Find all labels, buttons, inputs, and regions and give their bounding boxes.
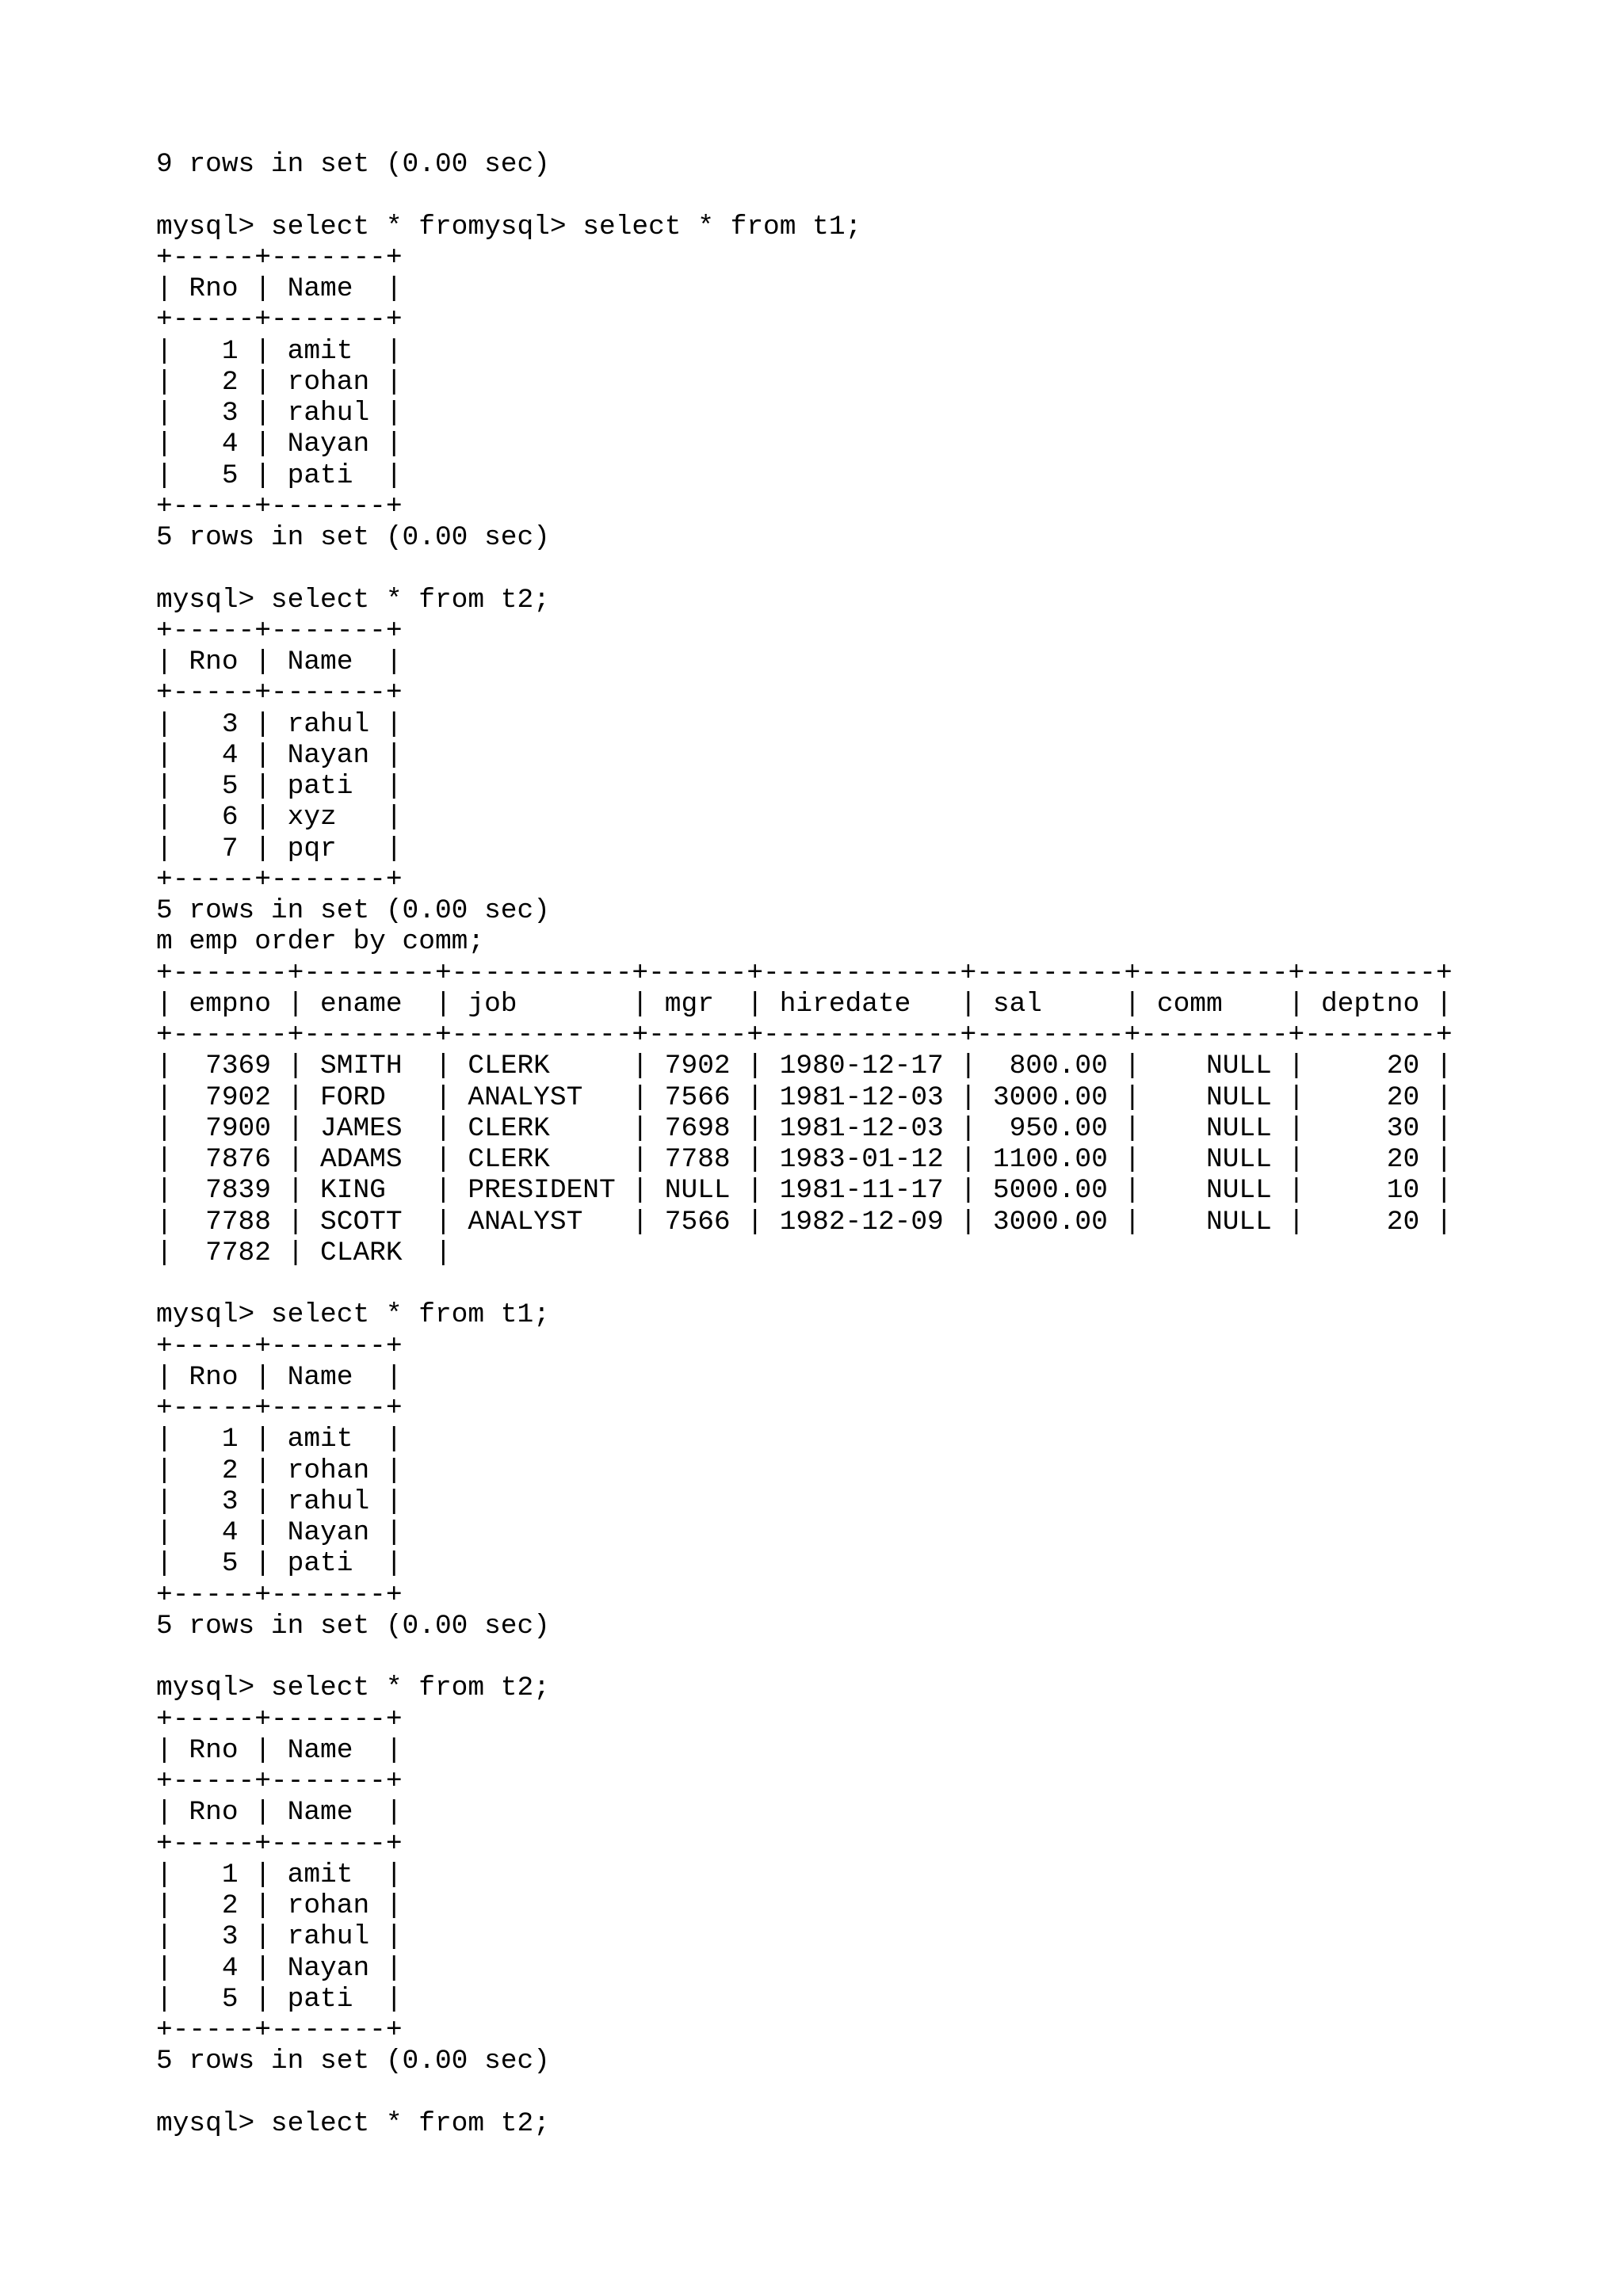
table-border-line: +-----+-------+ — [156, 677, 403, 709]
table-row-line: | 4 | Nayan | — [156, 739, 403, 771]
sql-prompt-line: mysql> select * from t2; — [156, 584, 550, 616]
table-row-line: | 3 | rahul | — [156, 1921, 403, 1953]
table-row-line: | 4 | Nayan | — [156, 1517, 403, 1548]
table-header-line: | Rno | Name | — [156, 646, 403, 677]
table-row-line: | 5 | pati | — [156, 771, 403, 802]
blank-line — [156, 1268, 1453, 1299]
sql-prompt-line: mysql> select * from t1; — [156, 1299, 550, 1331]
result-summary-line: 5 rows in set (0.00 sec) — [156, 895, 550, 926]
table-border-line: +-------+--------+-----------+------+------------+---------+---------+--------+ — [156, 957, 1453, 989]
result-summary-line: 5 rows in set (0.00 sec) — [156, 522, 550, 553]
table-row-line: | 1 | amit | — [156, 1424, 403, 1455]
table-row-line: | 7876 | ADAMS | CLERK | 7788 | 1983-01-12 | 1100.00 | NULL | 20 | — [156, 1144, 1453, 1175]
blank-line — [156, 180, 1453, 211]
table-row-line: | 3 | rahul | — [156, 708, 403, 740]
command-fragment-line: m emp order by comm; — [156, 926, 485, 958]
table-row-line: | 7839 | KING | PRESIDENT | NULL | 1981-11-17 | 5000.00 | NULL | 10 | — [156, 1175, 1453, 1207]
table-row-line: | 5 | pati | — [156, 1983, 403, 2015]
table-header-line: | Rno | Name | — [156, 1734, 403, 1766]
terminal-transcript — [156, 149, 1453, 2139]
table-row-line: | 2 | rohan | — [156, 1455, 403, 1486]
table-row-line: | 7788 | SCOTT | ANALYST | 7566 | 1982-12-09 | 3000.00 | NULL | 20 | — [156, 1206, 1453, 1238]
sql-prompt-line: mysql> select * fromysql> select * from t1; — [156, 211, 862, 242]
table-row-line: | 7900 | JAMES | CLERK | 7698 | 1981-12-03 | 950.00 | NULL | 30 | — [156, 1112, 1453, 1144]
table-header-line: | empno | ename | job | mgr | hiredate | sal | comm | deptno | — [156, 988, 1453, 1020]
table-row-line: | 6 | xyz | — [156, 802, 403, 833]
table-border-line: +-------+--------+-----------+------+------------+---------+---------+--------+ — [156, 1020, 1453, 1051]
table-row-line: | 7902 | FORD | ANALYST | 7566 | 1981-12-03 | 3000.00 | NULL | 20 | — [156, 1081, 1453, 1113]
sql-prompt-line: mysql> select * from t2; — [156, 1672, 550, 1704]
table-header-line: | Rno | Name | — [156, 273, 403, 304]
table-row-line: | 5 | pati | — [156, 1548, 403, 1580]
table-row-line: | 7782 | CLARK | — [156, 1237, 452, 1268]
table-border-line: +-----+-------+ — [156, 242, 403, 273]
blank-line — [156, 1642, 1453, 1672]
blank-line — [156, 553, 1453, 584]
table-row-line: | 4 | Nayan | — [156, 429, 403, 460]
table-row-line: | 2 | rohan | — [156, 366, 403, 398]
result-summary-line: 5 rows in set (0.00 sec) — [156, 2046, 550, 2077]
table-border-line: +-----+-------+ — [156, 864, 403, 895]
table-row-line: | 4 | Nayan | — [156, 1952, 403, 1984]
result-summary-line: 5 rows in set (0.00 sec) — [156, 1610, 550, 1642]
table-row-line: | 7369 | SMITH | CLERK | 7902 | 1980-12-17 | 800.00 | NULL | 20 | — [156, 1051, 1453, 1082]
sql-prompt-line: mysql> select * from t2; — [156, 2107, 550, 2139]
table-row-line: | 3 | rahul | — [156, 1486, 403, 1517]
table-border-line: +-----+-------+ — [156, 1393, 403, 1424]
table-header-line: | Rno | Name | — [156, 1361, 403, 1393]
table-header-line: | Rno | Name | — [156, 1797, 403, 1829]
blank-line — [156, 2077, 1453, 2108]
result-summary-line: 9 rows in set (0.00 sec) — [156, 149, 550, 180]
table-row-line: | 7 | pqr | — [156, 833, 403, 864]
table-border-line: +-----+-------+ — [156, 1766, 403, 1797]
table-row-line: | 3 | rahul | — [156, 398, 403, 429]
table-border-line: +-----+-------+ — [156, 615, 403, 646]
table-border-line: +-----+-------+ — [156, 1330, 403, 1362]
table-border-line: +-----+-------+ — [156, 304, 403, 336]
table-row-line: | 1 | amit | — [156, 1859, 403, 1890]
table-border-line: +-----+-------+ — [156, 2015, 403, 2046]
table-row-line: | 1 | amit | — [156, 335, 403, 367]
table-border-line: +-----+-------+ — [156, 490, 403, 522]
table-border-line: +-----+-------+ — [156, 1828, 403, 1859]
table-row-line: | 5 | pati | — [156, 460, 403, 491]
table-row-line: | 2 | rohan | — [156, 1890, 403, 1921]
table-border-line: +-----+-------+ — [156, 1703, 403, 1735]
table-border-line: +-----+-------+ — [156, 1579, 403, 1611]
